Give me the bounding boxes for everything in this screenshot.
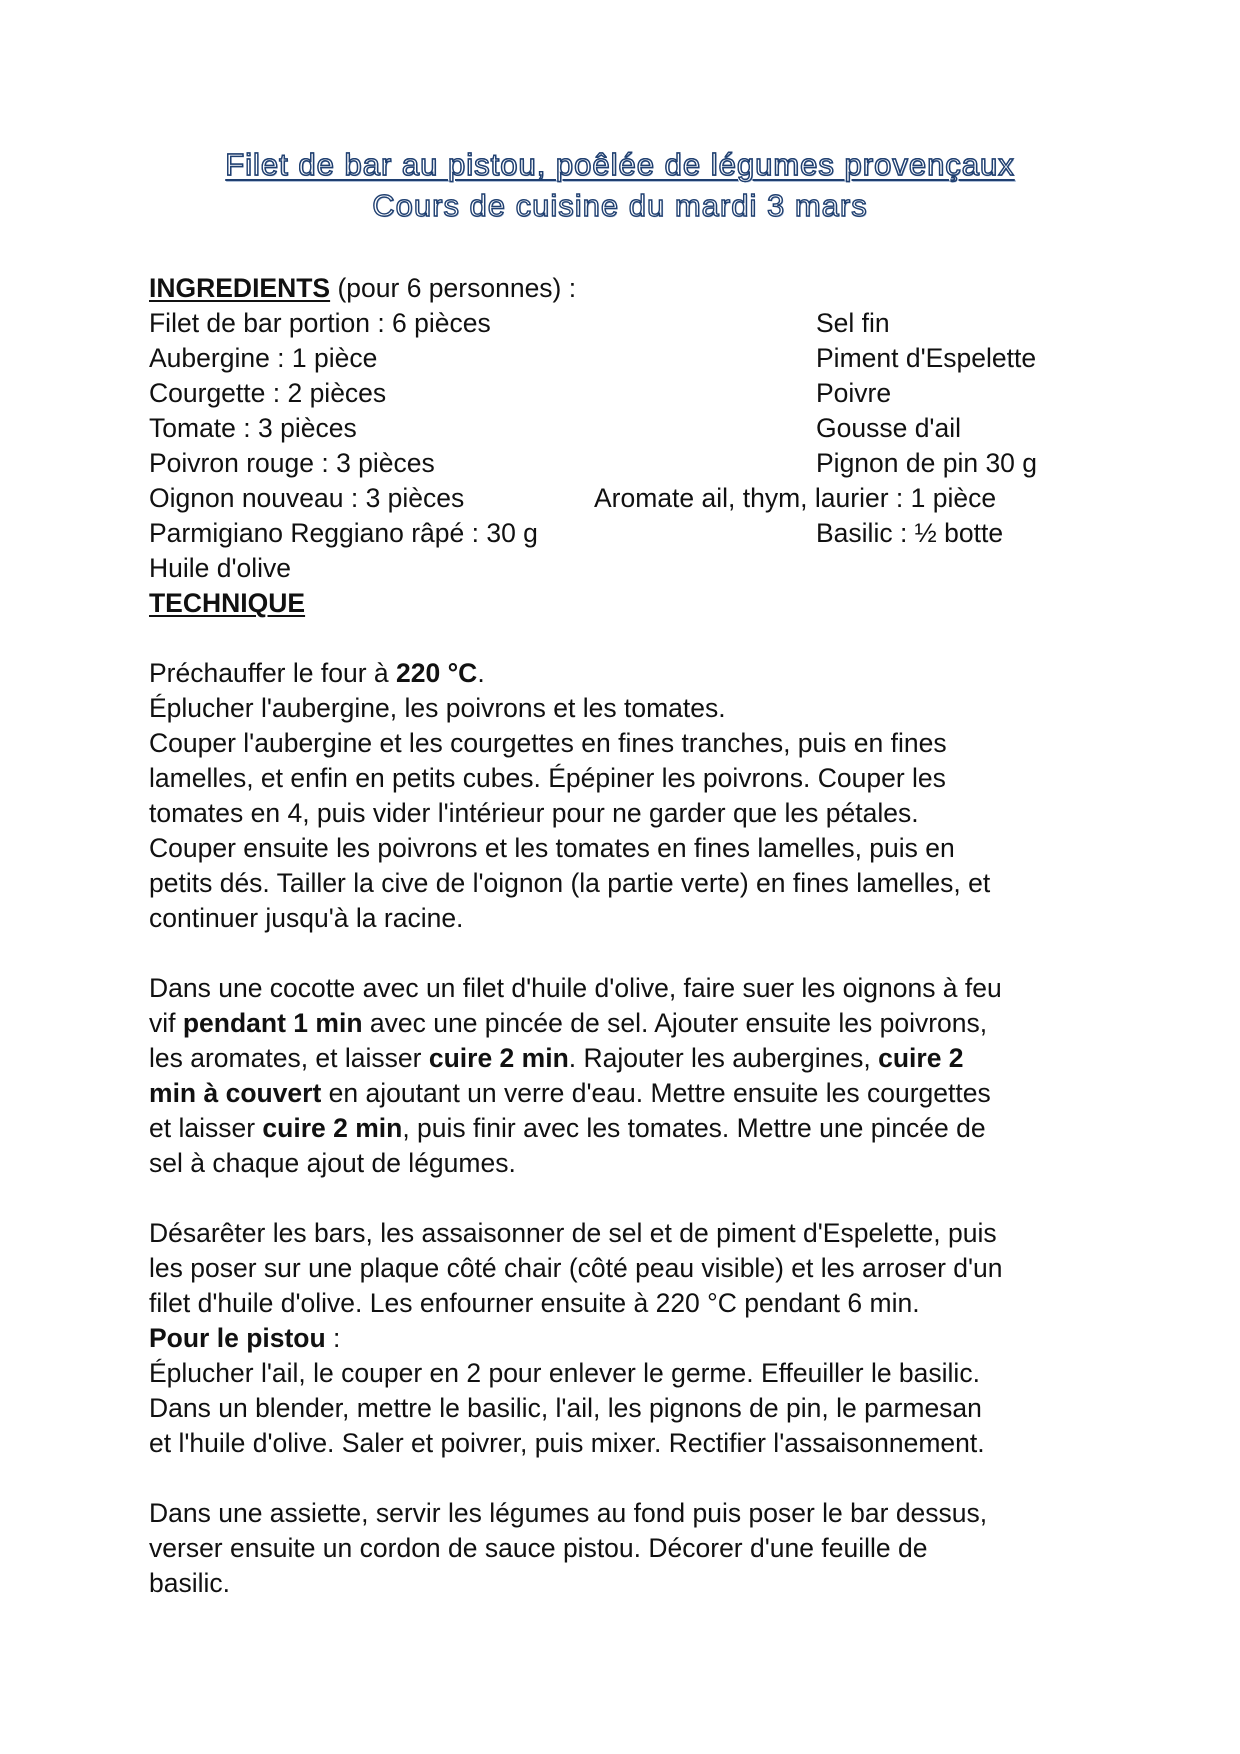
text-run: vif <box>149 1008 183 1038</box>
paragraph-line: lamelles, et enfin en petits cubes. Épépiner les poivrons. Couper les <box>149 763 946 793</box>
paragraph-line: filet d'huile d'olive. Les enfourner ensuite à 220 °C pendant 6 min. <box>149 1288 920 1318</box>
ingredient-item: Huile d'olive <box>149 553 292 583</box>
paragraph-line: Dans une cocotte avec un filet d'huile d'olive, faire suer les oignons à feu <box>149 973 1002 1003</box>
ingredient-item: Tomate : 3 pièces <box>149 413 357 443</box>
oven-temperature: 220 °C <box>396 658 478 688</box>
paragraph-line: basilic. <box>149 1568 231 1598</box>
paragraph-line: verser ensuite un cordon de sauce pistou. Décorer d'une feuille de <box>149 1533 928 1563</box>
paragraph-line: Éplucher l'ail, le couper en 2 pour enlever le germe. Effeuiller le basilic. <box>149 1358 980 1388</box>
ingredient-item: Courgette : 2 pièces <box>149 378 387 408</box>
ingredient-item: Pignon de pin 30 g <box>816 448 1038 478</box>
paragraph-line: Couper ensuite les poivrons et les tomates en fines lamelles, puis en <box>149 833 955 863</box>
ingredients-servings: (pour 6 personnes) : <box>330 273 577 303</box>
ingredient-item: Parmigiano Reggiano râpé : 30 g <box>149 518 538 548</box>
paragraph-line: tomates en 4, puis vider l'intérieur pour ne garder que les pétales. <box>149 798 919 828</box>
ingredient-item: Poivre <box>816 378 892 408</box>
technique-paragraph-3 <box>149 1216 1003 1461</box>
paragraph-line <box>149 1111 1002 1146</box>
paragraph-line <box>149 1006 1002 1041</box>
paragraph-line: continuer jusqu'à la racine. <box>149 903 464 933</box>
paragraph-line <box>149 656 990 691</box>
recipe-title: Filet de bar au pistou, poêlée de légumes provençaux <box>225 147 1015 182</box>
paragraph-line <box>149 1321 1003 1356</box>
text-run: . Rajouter les aubergines, <box>568 1043 879 1073</box>
paragraph-line: les poser sur une plaque côté chair (côté peau visible) et les arroser d'un <box>149 1253 1003 1283</box>
technique-heading: TECHNIQUE <box>149 588 306 618</box>
ingredients-heading: INGREDIENTS <box>149 273 331 303</box>
ingredients-heading-line <box>149 271 576 306</box>
ingredient-item: Aubergine : 1 pièce <box>149 343 378 373</box>
technique-paragraph-1 <box>149 656 990 936</box>
paragraph-line: Désarêter les bars, les assaisonner de sel et de piment d'Espelette, puis <box>149 1218 997 1248</box>
ingredient-item: Basilic : ½ botte <box>816 518 1004 548</box>
paragraph-line: Dans un blender, mettre le basilic, l'ail, les pignons de pin, le parmesan <box>149 1393 982 1423</box>
bold-duration: cuire 2 <box>878 1043 964 1073</box>
pistou-subheading: Pour le pistou <box>149 1323 326 1353</box>
text-run: avec une pincée de sel. Ajouter ensuite les poivrons, <box>362 1008 988 1038</box>
paragraph-line <box>149 1076 1002 1111</box>
ingredient-item: Filet de bar portion : 6 pièces <box>149 308 491 338</box>
text-run: et laisser <box>149 1113 263 1143</box>
paragraph-line: sel à chaque ajout de légumes. <box>149 1148 516 1178</box>
paragraph-line: Éplucher l'aubergine, les poivrons et les tomates. <box>149 693 726 723</box>
bold-duration: cuire 2 min <box>428 1043 569 1073</box>
ingredient-item: Piment d'Espelette <box>816 343 1037 373</box>
text-run: en ajoutant un verre d'eau. Mettre ensuite les courgettes <box>321 1078 991 1108</box>
recipe-subtitle: Cours de cuisine du mardi 3 mars <box>372 188 868 223</box>
paragraph-line: et l'huile d'olive. Saler et poivrer, puis mixer. Rectifier l'assaisonnement. <box>149 1428 985 1458</box>
ingredient-item: Sel fin <box>816 308 890 338</box>
text-run: . <box>477 658 485 688</box>
bold-duration: cuire 2 min <box>262 1113 403 1143</box>
text-run: , puis finir avec les tomates. Mettre une pincée de <box>402 1113 986 1143</box>
ingredient-item: Poivron rouge : 3 pièces <box>149 448 435 478</box>
technique-paragraph-2 <box>149 971 1002 1181</box>
ingredient-item: Oignon nouveau : 3 pièces <box>149 483 465 513</box>
paragraph-line: petits dés. Tailler la cive de l'oignon (la partie verte) en fines lamelles, et <box>149 868 991 898</box>
text-run: Préchauffer le four à <box>149 658 396 688</box>
technique-heading-line <box>149 586 305 621</box>
paragraph-line: Couper l'aubergine et les courgettes en fines tranches, puis en fines <box>149 728 947 758</box>
paragraph-line: Dans une assiette, servir les légumes au fond puis poser le bar dessus, <box>149 1498 988 1528</box>
ingredient-item: Gousse d'ail <box>816 413 961 443</box>
paragraph-line <box>149 1041 1002 1076</box>
text-run: : <box>325 1323 341 1353</box>
ingredient-item: Aromate ail, thym, laurier : 1 pièce <box>594 483 997 513</box>
technique-paragraph-4 <box>149 1496 987 1601</box>
bold-duration: pendant 1 min <box>182 1008 363 1038</box>
bold-duration: min à couvert <box>149 1078 322 1108</box>
text-run: les aromates, et laisser <box>149 1043 429 1073</box>
